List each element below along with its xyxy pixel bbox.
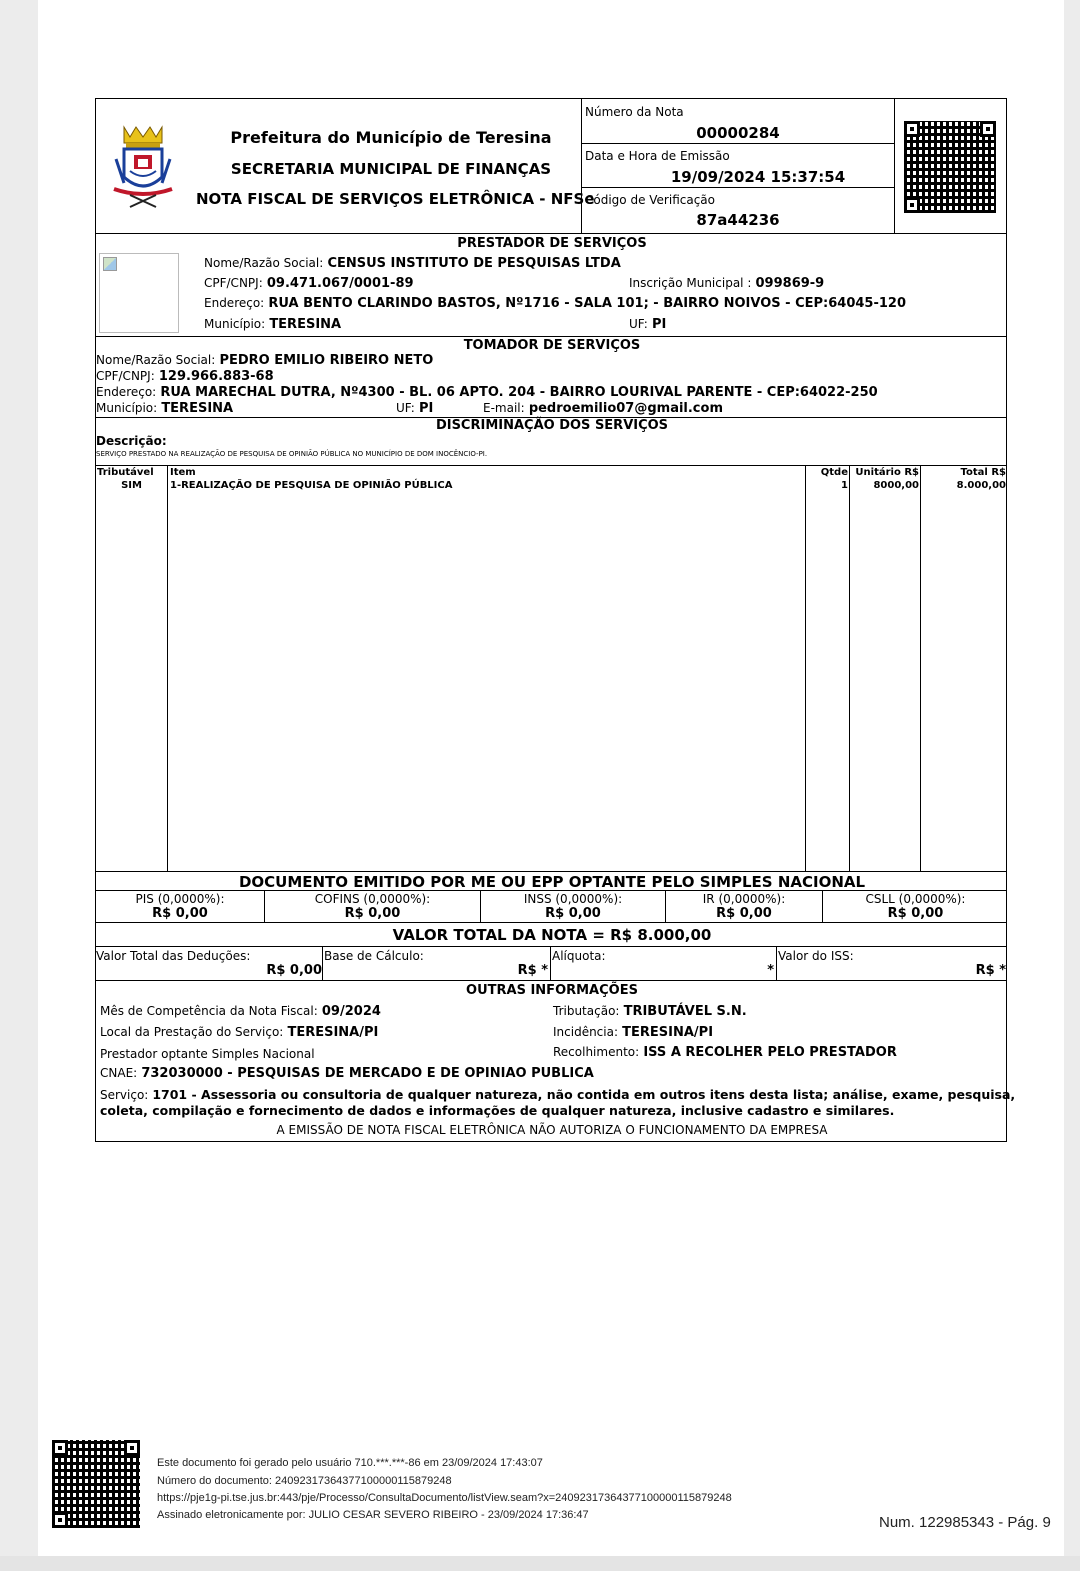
csll-cell: [823, 892, 1008, 921]
prestador-mun-label: Município:: [204, 317, 266, 331]
tomador-nome-value: PEDRO EMILIO RIBEIRO NETO: [219, 353, 434, 368]
col-item: Item: [170, 467, 196, 478]
mes-value: 09/2024: [321, 1004, 381, 1019]
tomador-cpf-value: 129.966.883-68: [158, 369, 274, 384]
inc-label: Incidência:: [553, 1025, 619, 1039]
prefeitura-title: Prefeitura do Município de Teresina: [230, 128, 552, 147]
aliquota-label: Alíquota:: [552, 949, 606, 963]
inss-value: R$ 0,00: [545, 906, 601, 921]
cofins-label: COFINS (0,0000%):: [314, 892, 431, 906]
trib-label: Tributação:: [553, 1004, 620, 1018]
outras-title: OUTRAS INFORMAÇÕES: [466, 983, 638, 998]
cnae: [100, 1066, 594, 1081]
tomador-email-value: pedroemilio07@gmail.com: [528, 401, 723, 416]
descricao-label: Descrição:: [96, 434, 167, 448]
mes-competencia: [100, 1004, 381, 1019]
footer-document-number: Número do documento: 24092317364377100000115879248: [157, 1475, 452, 1487]
tributacao: [553, 1004, 747, 1019]
base-calculo-label: Base de Cálculo:: [324, 949, 424, 963]
city-coat-of-arms: [112, 123, 174, 209]
tomador-endereco: [96, 385, 878, 400]
valor-total-nota: VALOR TOTAL DA NOTA = R$ 8.000,00: [392, 926, 712, 944]
col-total: Total R$: [960, 467, 1006, 478]
deducoes-label: Valor Total das Deduções:: [96, 949, 251, 963]
numero-nota-label: Número da Nota: [585, 105, 684, 119]
pis-cell: [96, 892, 264, 921]
prestador-end-value: RUA BENTO CLARINDO BASTOS, Nº1716 - SALA 101; - BAIRRO NOIVOS - CEP:64045-120: [268, 296, 906, 311]
aliquota-value: *: [767, 963, 774, 978]
tomador-nome: [96, 353, 433, 368]
data-emissao-label: Data e Hora de Emissão: [585, 149, 730, 163]
tomador-end-value: RUA MARECHAL DUTRA, Nº4300 - BL. 06 APTO. 204 - BAIRRO LOURIVAL PARENTE - CEP:64022-250: [160, 385, 878, 400]
prestador-im-label: Inscrição Municipal :: [629, 276, 752, 290]
trib-value: TRIBUTÁVEL S.N.: [623, 1004, 747, 1019]
tomador-email: [483, 401, 723, 416]
footer-signed-by: Assinado eletronicamente por: JULIO CESAR SEVERO RIBEIRO - 23/09/2024 17:36:47: [157, 1509, 589, 1521]
incidencia: [553, 1025, 713, 1040]
tomador-title: TOMADOR DE SERVIÇOS: [463, 338, 641, 353]
base-calculo-value: R$ *: [517, 963, 548, 978]
servicos-title: DISCRIMINAÇÃO DOS SERVIÇOS: [435, 418, 669, 433]
ir-label: IR (0,0000%):: [702, 892, 786, 906]
cofins-value: R$ 0,00: [344, 906, 401, 921]
serv-label: Serviço:: [100, 1088, 149, 1102]
prestador-logo-placeholder: [99, 253, 179, 333]
secretaria-title: SECRETARIA MUNICIPAL DE FINANÇAS: [230, 160, 552, 178]
data-emissao-value: 19/09/2024 15:37:54: [670, 168, 846, 186]
serv-value-line2: coleta, compilação e fornecimento de dados e informações de qualquer natureza, inclusive cadastro e similares.: [100, 1103, 895, 1118]
prestador-mun-value: TERESINA: [269, 317, 342, 332]
tomador-nome-label: Nome/Razão Social:: [96, 353, 216, 367]
valor-iss-value: R$ *: [975, 963, 1006, 978]
prestador-title: PRESTADOR DE SERVIÇOS: [457, 236, 647, 251]
tomador-uf: [396, 401, 433, 416]
ir-cell: [666, 892, 822, 921]
cnae-value: 732030000 - PESQUISAS DE MERCADO E DE OPINIAO PUBLICA: [141, 1066, 594, 1081]
cofins-cell: [265, 892, 480, 921]
prestador-uf: [629, 317, 666, 332]
codigo-verificacao-label: Código de Verificação: [585, 193, 715, 207]
prestador-endereco: [204, 296, 906, 311]
simples-nacional-notice: DOCUMENTO EMITIDO POR ME OU EPP OPTANTE PELO SIMPLES NACIONAL: [238, 873, 866, 891]
aviso-funcionamento: A EMISSÃO DE NOTA FISCAL ELETRÔNICA NÃO AUTORIZA O FUNCIONAMENTO DA EMPRESA: [276, 1123, 828, 1137]
tomador-email-label: E-mail:: [483, 401, 525, 415]
inc-value: TERESINA/PI: [622, 1025, 714, 1040]
tomador-cpf: [96, 369, 274, 384]
row-unitario: 8000,00: [873, 480, 919, 491]
page-number: Num. 122985343 - Pág. 9: [879, 1514, 1051, 1531]
nfse-title: NOTA FISCAL DE SERVIÇOS ELETRÔNICA - NFSe: [196, 190, 595, 208]
tomador-mun-label: Município:: [96, 401, 158, 415]
prestador-nome-label: Nome/Razão Social:: [204, 256, 324, 270]
ir-value: R$ 0,00: [716, 906, 772, 921]
numero-nota-value: 00000284: [696, 124, 780, 142]
row-qtde: 1: [841, 480, 848, 491]
prestador-uf-label: UF:: [629, 317, 648, 331]
pis-label: PIS (0,0000%):: [135, 892, 225, 906]
prestador-im-value: 099869-9: [755, 276, 825, 291]
rec-value: ISS A RECOLHER PELO PRESTADOR: [643, 1045, 897, 1060]
prestador-municipio: [204, 317, 341, 332]
prestador-uf-value: PI: [651, 317, 667, 332]
descricao-value: SERVIÇO PRESTADO NA REALIZAÇÃO DE PESQUISA DE OPINIÃO PÚBLICA NO MUNICÍPIO DE DOM INOCÊNCIO-PI.: [96, 450, 488, 458]
col-tributavel: Tributável: [97, 467, 154, 478]
local-value: TERESINA/PI: [287, 1025, 379, 1040]
tomador-end-label: Endereço:: [96, 385, 157, 399]
servico: [100, 1087, 1015, 1102]
prestador-nome-value: CENSUS INSTITUTO DE PESQUISAS LTDA: [327, 256, 621, 271]
prestador-nome: [204, 256, 621, 271]
tomador-cpf-label: CPF/CNPJ:: [96, 369, 155, 383]
local-label: Local da Prestação do Serviço:: [100, 1025, 284, 1039]
pis-value: R$ 0,00: [152, 906, 208, 921]
prestador-cnpj-value: 09.471.067/0001-89: [266, 276, 414, 291]
row-total: 8.000,00: [956, 480, 1006, 491]
cnae-label: CNAE:: [100, 1066, 138, 1080]
optante-simples: Prestador optante Simples Nacional: [100, 1047, 315, 1061]
prestador-end-label: Endereço:: [204, 296, 265, 310]
local-prestacao: [100, 1025, 378, 1040]
prestador-inscricao: [629, 276, 824, 291]
prestador-cnpj-label: CPF/CNPJ:: [204, 276, 263, 290]
codigo-verificacao-value: 87a44236: [696, 211, 780, 229]
page-edge: [0, 1556, 1080, 1571]
col-qtde: Qtde: [820, 467, 848, 478]
valor-iss-label: Valor do ISS:: [778, 949, 854, 963]
deducoes-value: R$ 0,00: [266, 963, 322, 978]
csll-value: R$ 0,00: [887, 906, 944, 921]
row-item: 1-REALIZAÇÃO DE PESQUISA DE OPINIÃO PÚBLICA: [170, 480, 453, 491]
tomador-uf-label: UF:: [396, 401, 415, 415]
col-unitario: Unitário R$: [855, 467, 919, 478]
tomador-municipio: [96, 401, 233, 416]
inss-cell: [481, 892, 665, 921]
inss-label: INSS (0,0000%):: [523, 892, 623, 906]
mes-label: Mês de Competência da Nota Fiscal:: [100, 1004, 318, 1018]
row-tributavel: SIM: [121, 480, 142, 491]
rec-label: Recolhimento:: [553, 1045, 640, 1059]
tomador-mun-value: TERESINA: [161, 401, 234, 416]
footer-url: https://pje1g-pi.tse.jus.br:443/pje/Processo/ConsultaDocumento/listView.seam?x=24092317364377100000115879248: [157, 1492, 732, 1504]
serv-value-line1: 1701 - Assessoria ou consultoria de qualquer natureza, não contida em outros itens desta lista; análise, exame, pesquisa,: [152, 1087, 1016, 1102]
prestador-cnpj: [204, 276, 414, 291]
csll-label: CSLL (0,0000%):: [865, 892, 966, 906]
nfse-document: [95, 98, 1016, 1142]
recolhimento: [553, 1045, 897, 1060]
footer-generated-by: Este documento foi gerado pelo usuário 710.***.***-86 em 23/09/2024 17:43:07: [157, 1457, 543, 1469]
tomador-uf-value: PI: [418, 401, 434, 416]
